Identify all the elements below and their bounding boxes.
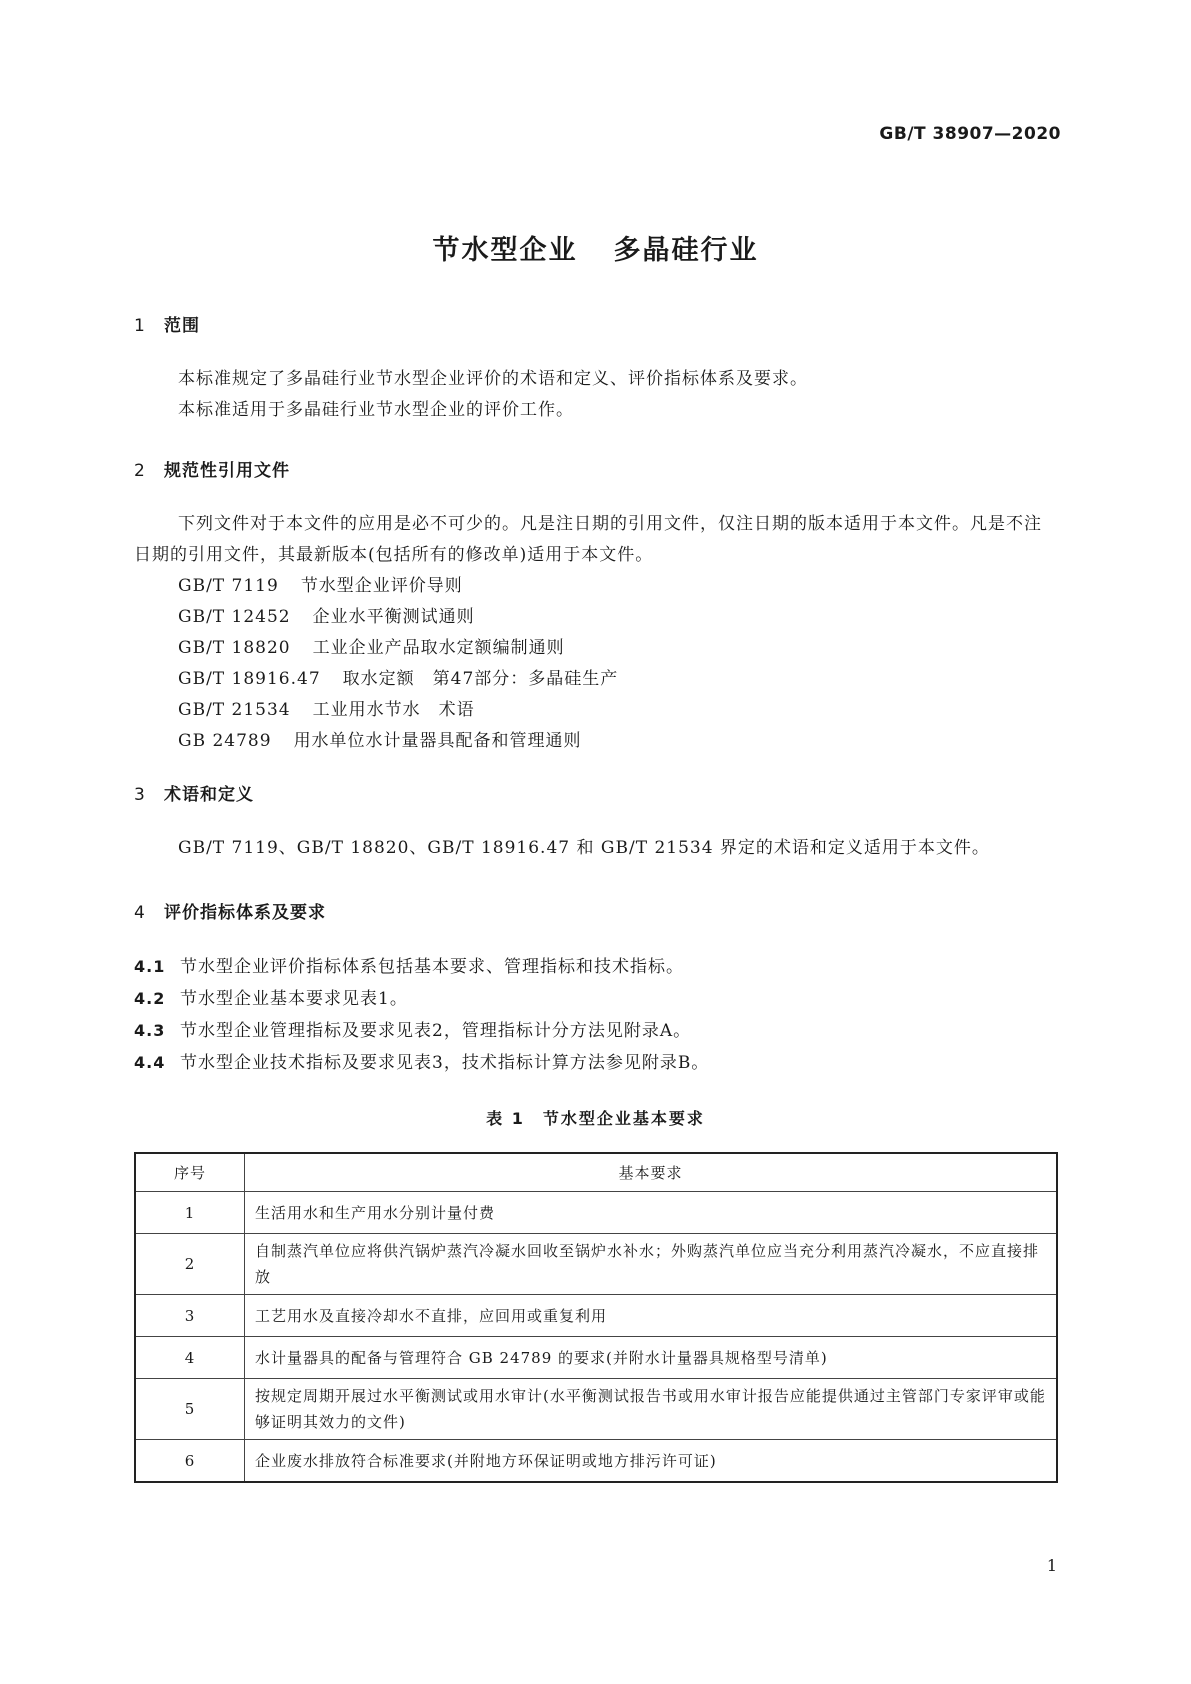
reference-item [134, 695, 1058, 726]
section-title: 范围 [164, 316, 200, 336]
table-row [135, 1337, 1057, 1379]
reference-title: 节水型企业评价导则 [300, 576, 463, 596]
clause-text: 节水型企业基本要求见表1。 [180, 989, 408, 1009]
reference-item [134, 571, 1058, 602]
reference-title: 取水定额 第47部分：多晶硅生产 [342, 669, 619, 689]
table-number: 表 1 [486, 1109, 525, 1128]
section-1-body [134, 364, 1058, 426]
row-serial: 6 [135, 1440, 245, 1483]
reference-code: GB/T 12452 [178, 607, 291, 627]
section-2-heading [134, 456, 290, 481]
row-serial: 5 [135, 1379, 245, 1440]
reference-title: 企业水平衡测试通则 [312, 607, 475, 627]
table-row [135, 1192, 1057, 1234]
clause-number: 4.4 [134, 1053, 166, 1072]
row-serial: 1 [135, 1192, 245, 1234]
row-requirement: 自制蒸汽单位应将供汽锅炉蒸汽冷凝水回收至锅炉水补水；外购蒸汽单位应当充分利用蒸汽冷凝水，不应直接排放 [245, 1234, 1058, 1295]
section-3-body [134, 833, 1058, 864]
reference-title: 用水单位水计量器具配备和管理通则 [293, 731, 582, 751]
table-header-row [135, 1153, 1057, 1192]
row-serial: 3 [135, 1295, 245, 1337]
section-4-heading [134, 898, 326, 923]
row-requirement: 生活用水和生产用水分别计量付费 [245, 1192, 1058, 1234]
title-part-2: 多晶硅行业 [613, 235, 759, 266]
table-row [135, 1295, 1057, 1337]
row-requirement: 工艺用水及直接冷却水不直排，应回用或重复利用 [245, 1295, 1058, 1337]
section-4-body [134, 951, 1058, 1079]
clause-item [134, 951, 1058, 983]
clause-item [134, 1015, 1058, 1047]
clause-number: 4.3 [134, 1021, 166, 1040]
reference-title: 工业用水节水 术语 [312, 700, 475, 720]
clause-text: 节水型企业评价指标体系包括基本要求、管理指标和技术指标。 [180, 957, 684, 977]
clause-text: 节水型企业管理指标及要求见表2，管理指标计分方法见附录A。 [180, 1021, 692, 1041]
table-row [135, 1440, 1057, 1483]
paragraph: GB/T 7119、GB/T 18820、GB/T 18916.47 和 GB/T 21534 界定的术语和定义适用于本文件。 [178, 838, 990, 858]
row-requirement: 企业废水排放符合标准要求(并附地方环保证明或地方排污许可证) [245, 1440, 1058, 1483]
reference-code: GB/T 18820 [178, 638, 291, 658]
paragraph: 本标准适用于多晶硅行业节水型企业的评价工作。 [178, 400, 574, 420]
standard-code: GB/T 38907—2020 [879, 124, 1061, 144]
reference-item [134, 602, 1058, 633]
reference-code: GB/T 7119 [178, 576, 279, 596]
title-part-1: 节水型企业 [432, 235, 578, 266]
column-header-serial: 序号 [135, 1153, 245, 1192]
section-number: 4 [134, 903, 146, 923]
section-2-body [134, 509, 1058, 757]
requirements-table [134, 1152, 1058, 1483]
section-number: 1 [134, 316, 146, 336]
table-row [135, 1379, 1057, 1440]
table-title: 节水型企业基本要求 [542, 1109, 705, 1128]
reference-code: GB 24789 [178, 731, 272, 751]
table-caption [0, 1106, 1191, 1129]
reference-item [134, 726, 1058, 757]
reference-code: GB/T 21534 [178, 700, 291, 720]
clause-item [134, 1047, 1058, 1079]
section-3-heading [134, 780, 254, 805]
section-number: 3 [134, 785, 146, 805]
page-number: 1 [1046, 1556, 1057, 1575]
paragraph: 下列文件对于本文件的应用是必不可少的。凡是注日期的引用文件，仅注日期的版本适用于本文件。凡是不注日期的引用文件，其最新版本(包括所有的修改单)适用于本文件。 [134, 514, 1042, 565]
clause-number: 4.2 [134, 989, 166, 1008]
clause-text: 节水型企业技术指标及要求见表3，技术指标计算方法参见附录B。 [180, 1053, 710, 1073]
row-requirement: 水计量器具的配备与管理符合 GB 24789 的要求(并附水计量器具规格型号清单) [245, 1337, 1058, 1379]
reference-code: GB/T 18916.47 [178, 669, 321, 689]
paragraph: 本标准规定了多晶硅行业节水型企业评价的术语和定义、评价指标体系及要求。 [178, 369, 808, 389]
row-serial: 4 [135, 1337, 245, 1379]
section-number: 2 [134, 461, 146, 481]
section-title: 规范性引用文件 [164, 461, 290, 481]
reference-title: 工业企业产品取水定额编制通则 [312, 638, 565, 658]
column-header-requirement: 基本要求 [245, 1153, 1058, 1192]
table-row [135, 1234, 1057, 1295]
reference-item [134, 633, 1058, 664]
document-title [0, 228, 1191, 267]
section-title: 评价指标体系及要求 [164, 903, 326, 923]
clause-number: 4.1 [134, 957, 166, 976]
section-1-heading [134, 311, 200, 336]
section-title: 术语和定义 [164, 785, 254, 805]
row-serial: 2 [135, 1234, 245, 1295]
clause-item [134, 983, 1058, 1015]
row-requirement: 按规定周期开展过水平衡测试或用水审计(水平衡测试报告书或用水审计报告应能提供通过主管部门专家评审或能够证明其效力的文件) [245, 1379, 1058, 1440]
reference-item [134, 664, 1058, 695]
